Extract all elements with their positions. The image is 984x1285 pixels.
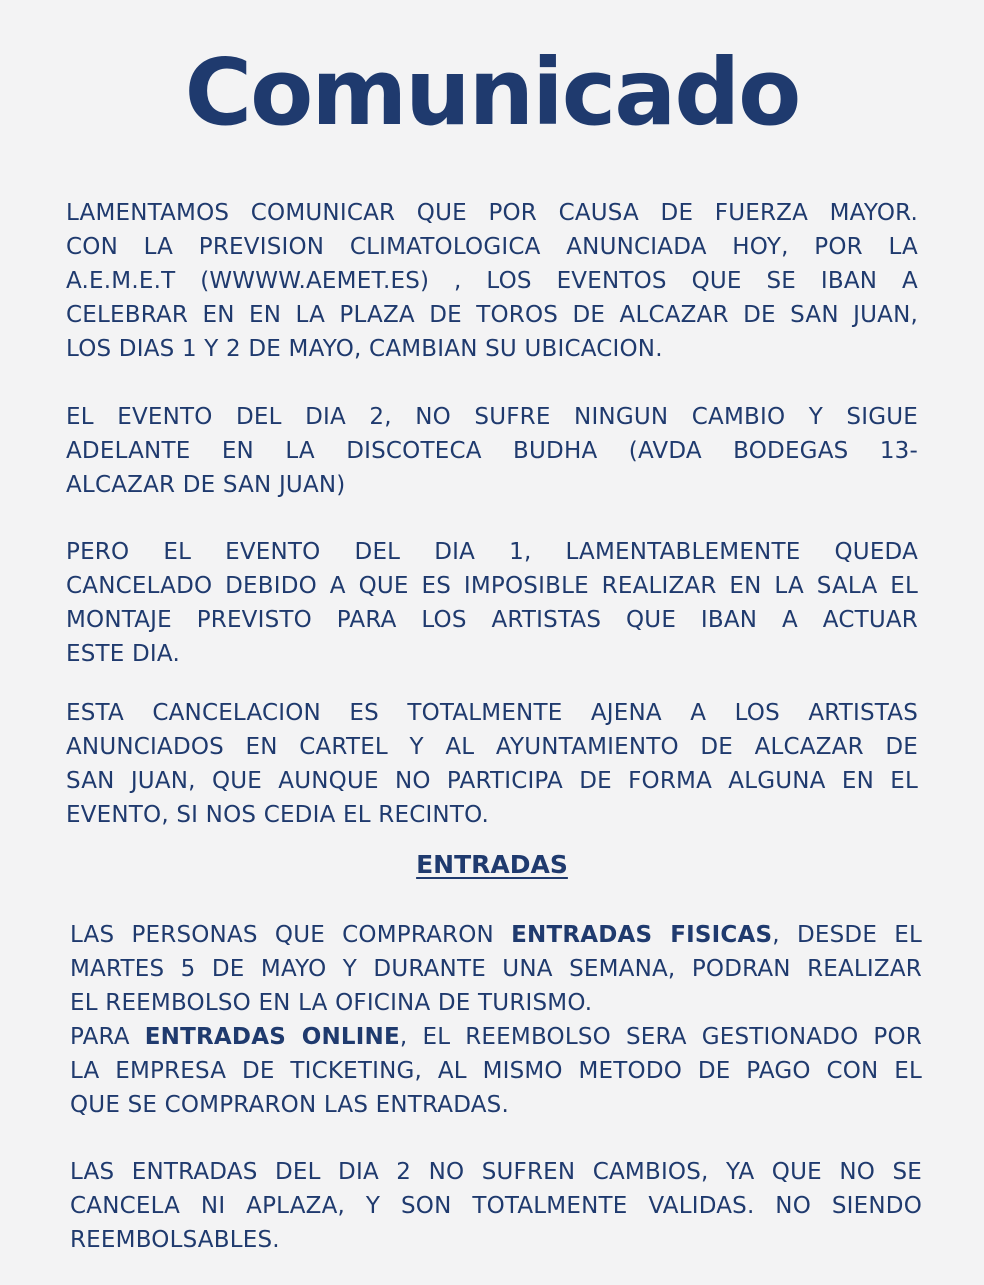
paragraph-entradas-dia-2: [70, 1155, 922, 1257]
text-segment: , DESDE EL: [772, 922, 922, 948]
paragraph-evento-dia-2: [66, 400, 918, 502]
text-line: LA EMPRESA DE TICKETING, AL MISMO METODO DE PAGO CON EL: [70, 1058, 922, 1084]
paragraph-cancelacion: [66, 696, 918, 832]
text-line: REEMBOLSABLES.: [70, 1227, 280, 1253]
bold-text-entradas-fisicas: ENTRADAS FISICAS: [511, 922, 773, 948]
text-line: A.E.M.E.T (WWWW.AEMET.ES) , LOS EVENTOS QUE SE IBAN A: [66, 268, 918, 294]
text-line: CANCELADO DEBIDO A QUE ES IMPOSIBLE REALIZAR EN LA SALA EL: [66, 573, 918, 599]
text-line: LOS DIAS 1 Y 2 DE MAYO, CAMBIAN SU UBICACION.: [66, 336, 663, 362]
text-line: CANCELA NI APLAZA, Y SON TOTALMENTE VALIDAS. NO SIENDO: [70, 1193, 922, 1219]
text-line: [70, 918, 922, 952]
text-line: ALCAZAR DE SAN JUAN): [66, 472, 346, 498]
text-line: EL REEMBOLSO EN LA OFICINA DE TURISMO.: [70, 990, 593, 1016]
text-segment: , EL REEMBOLSO SERA GESTIONADO POR: [399, 1024, 922, 1050]
text-line: LAS ENTRADAS DEL DIA 2 NO SUFREN CAMBIOS, YA QUE NO SE: [70, 1159, 922, 1185]
paragraph-reembolso: [70, 918, 922, 1122]
text-line: MONTAJE PREVISTO PARA LOS ARTISTAS QUE IBAN A ACTUAR: [66, 607, 918, 633]
text-line: CELEBRAR EN EN LA PLAZA DE TOROS DE ALCAZAR DE SAN JUAN,: [66, 302, 918, 328]
section-heading-entradas: ENTRADAS: [416, 850, 568, 879]
bold-text-entradas-online: ENTRADAS ONLINE: [144, 1024, 400, 1050]
text-line: ANUNCIADOS EN CARTEL Y AL AYUNTAMIENTO DE ALCAZAR DE: [66, 734, 918, 760]
text-line: QUE SE COMPRARON LAS ENTRADAS.: [70, 1092, 509, 1118]
text-line: CON LA PREVISION CLIMATOLOGICA ANUNCIADA HOY, POR LA: [66, 234, 918, 260]
text-line: LAMENTAMOS COMUNICAR QUE POR CAUSA DE FUERZA MAYOR.: [66, 200, 918, 226]
text-line: EL EVENTO DEL DIA 2, NO SUFRE NINGUN CAMBIO Y SIGUE: [66, 404, 918, 430]
text-segment: LAS PERSONAS QUE COMPRARON: [70, 922, 512, 948]
text-line: PERO EL EVENTO DEL DIA 1, LAMENTABLEMENTE QUEDA: [66, 539, 918, 565]
text-segment: PARA: [70, 1024, 145, 1050]
page-title: Comunicado: [184, 39, 800, 146]
text-line: ADELANTE EN LA DISCOTECA BUDHA (AVDA BODEGAS 13-: [66, 438, 918, 464]
text-line: ESTA CANCELACION ES TOTALMENTE AJENA A LOS ARTISTAS: [66, 700, 918, 726]
text-line: [70, 1020, 922, 1054]
text-line: MARTES 5 DE MAYO Y DURANTE UNA SEMANA, PODRAN REALIZAR: [70, 956, 922, 982]
paragraph-evento-dia-1: [66, 535, 918, 671]
text-line: SAN JUAN, QUE AUNQUE NO PARTICIPA DE FORMA ALGUNA EN EL: [66, 768, 918, 794]
text-line: EVENTO, SI NOS CEDIA EL RECINTO.: [66, 802, 489, 828]
text-line: ESTE DIA.: [66, 641, 180, 667]
paragraph-ubicacion: [66, 196, 918, 366]
